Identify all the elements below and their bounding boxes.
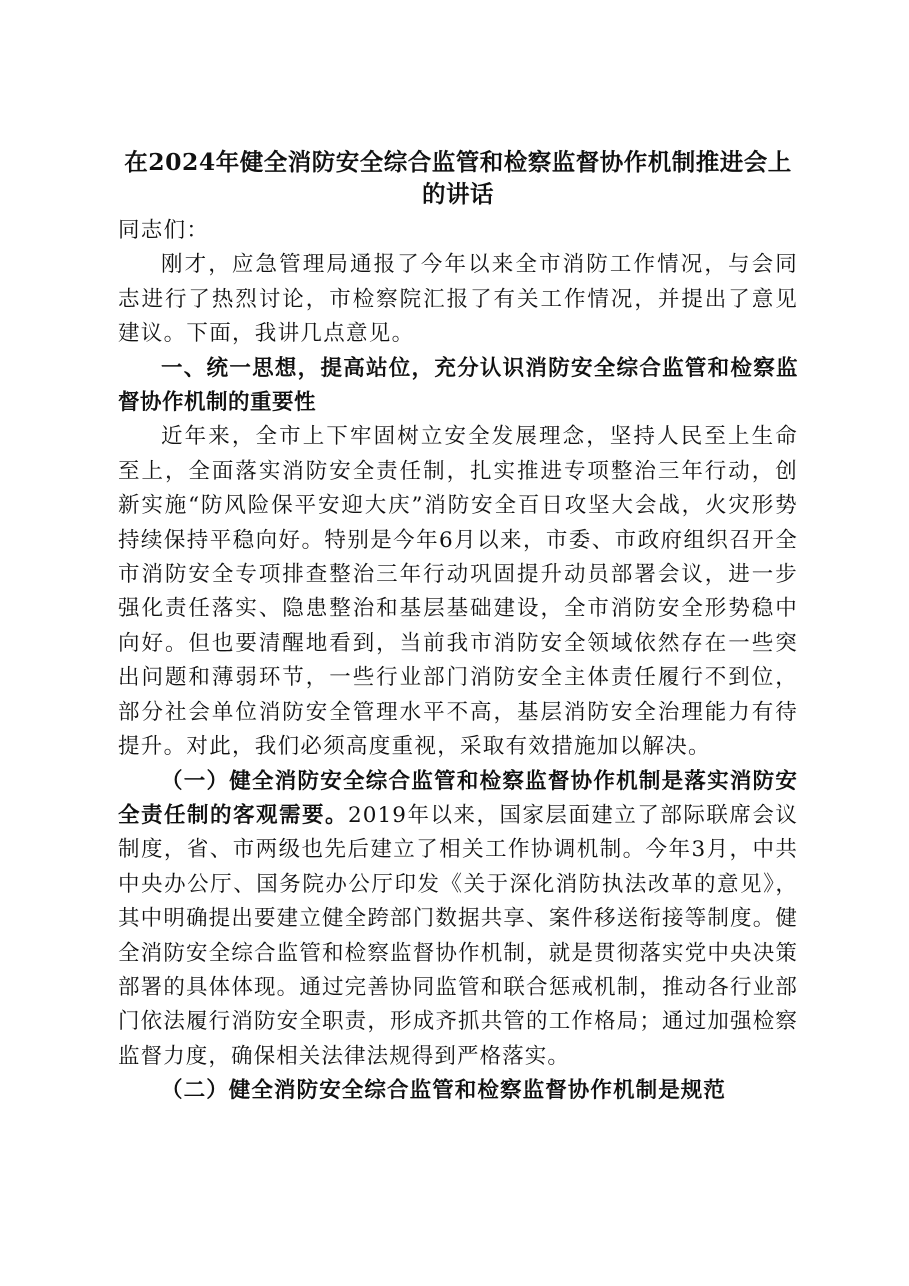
subsection-1-paragraph [118,765,798,1075]
document-body [118,214,798,1109]
title-line-1: 在2024年健全消防安全综合监管和检察监督协作机制推进会上 [124,148,792,176]
title-line-2: 的讲话 [422,180,494,208]
subsection-1-text: 2019年以来，国家层面建立了部际联席会议制度，省、市两级也先后建立了相关工作协调机制。今年3月，中共中央办公厅、国务院办公厅印发《关于深化消防执法改革的意见》，其中明确提出要建立健全跨部门数据共享、案件移送衔接等制度。健全消防安全综合监管和检察监督协作机制，就是贯彻落实党中央决策部署的具体体现。通过完善协同监管和联合惩戒机制，推动各行业部门依法履行消防安全职责，形成齐抓共管的工作格局；通过加强检察监督力度，确保相关法律法规得到严格落实。 [118,802,798,1069]
subsection-1-lead: （一）健全消防安全综合监管和检察监督协作机制是落实消防安全责任制的客观需要。 [118,768,798,828]
section-heading-1: 一、统一思想，提高站位，充分认识消防安全综合监管和检察监督协作机制的重要性 [118,355,798,416]
document-page [118,146,798,1109]
document-title [118,146,798,210]
subsection-2-lead: （二）健全消防安全综合监管和检察监督协作机制是规范 [161,1078,727,1104]
salutation: 同志们： [118,218,210,243]
subsection-2-paragraph [118,1074,798,1108]
section-1-paragraph: 近年来，全市上下牢固树立安全发展理念，坚持人民至上生命至上，全面落实消防安全责任制，扎实推进专项整治三年行动，创新实施“防风险保平安迎大庆”消防安全百日攻坚大会战，火灾形势持续保持平稳向好。特别是今年6月以来，市委、市政府组织召开全市消防安全专项排查整治三年行动巩固提升动员部署会议，进一步强化责任落实、隐患整治和基层基础建设，全市消防安全形势稳中向好。但也要清醒地看到，当前我市消防安全领域依然存在一些突出问题和薄弱环节，一些行业部门消防安全主体责任履行不到位，部分社会单位消防安全管理水平不高，基层消防安全治理能力有待提升。对此，我们必须高度重视，采取有效措施加以解决。 [118,424,798,760]
opening-paragraph: 刚才，应急管理局通报了今年以来全市消防工作情况，与会同志进行了热烈讨论，市检察院汇报了有关工作情况，并提出了意见建议。下面，我讲几点意见。 [118,252,798,347]
